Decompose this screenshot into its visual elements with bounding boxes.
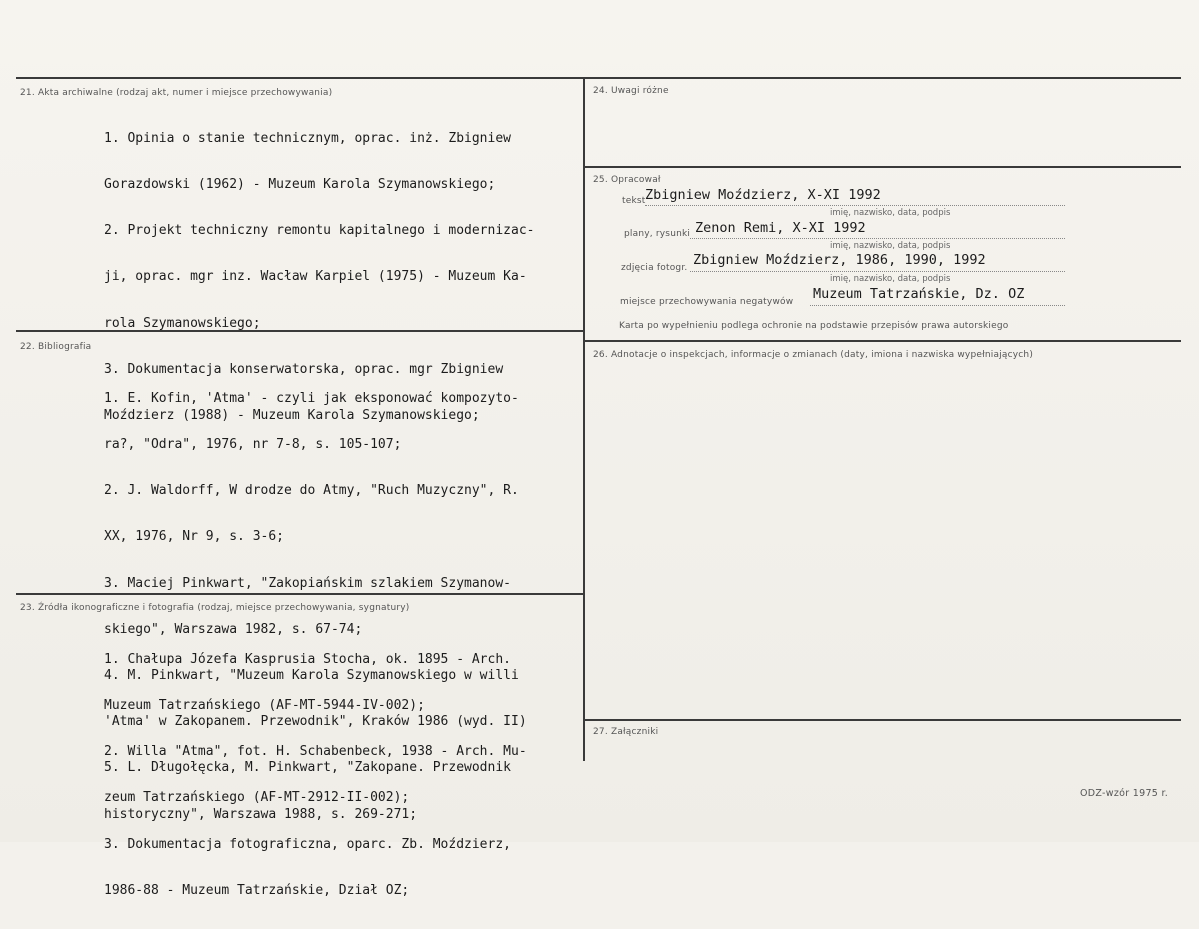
section-24-label: 24. Uwagi różne [593, 86, 669, 96]
plany-label: plany, rysunki [624, 229, 691, 239]
text-line: 4. M. Pinkwart, "Muzeum Karola Szymanowskiego w willi [104, 668, 519, 684]
text-line: 1. Chałupa Józefa Kasprusia Stocha, ok. 1895 - Arch. [104, 651, 511, 667]
plany-value: Zenon Remi, X-XI 1992 [695, 220, 866, 236]
section-22-label: 22. Bibliografia [20, 342, 92, 352]
text-line: 1. E. Kofin, 'Atma' - czyli jak eksponować kompozyto- [104, 390, 519, 406]
copyright-note: Karta po wypełnieniu podlega ochronie na podstawie przepisów prawa autorskiego [619, 321, 1009, 331]
zdjecia-fill-line [690, 271, 1065, 272]
text-line: 3. Maciej Pinkwart, "Zakopiańskim szlakiem Szymanow- [104, 575, 511, 591]
rule-25-26 [585, 340, 1181, 342]
tekst-fill-line [645, 205, 1065, 206]
rule-24-25 [585, 166, 1181, 168]
text-line: rola Szymanowskiego; [104, 315, 261, 331]
rule-26-27 [585, 719, 1181, 721]
text-line: 2. Willa "Atma", fot. H. Schabenbeck, 1938 - Arch. Mu- [104, 744, 527, 760]
text-line: XX, 1976, Nr 9, s. 3-6; [104, 529, 285, 545]
section-23-text [104, 621, 527, 929]
section-23-label: 23. Źródła ikonograficzne i fotografia (rodzaj, miejsce przechowywania, sygnatury) [20, 603, 410, 613]
plany-fill-line [690, 238, 1065, 239]
text-line: 1986-88 - Muzeum Tatrzańskie, Dział OZ; [104, 882, 410, 898]
zdjecia-label: zdjęcia fotogr. [621, 263, 688, 273]
text-line: 3. Dokumentacja fotograficzna, oparc. Zb. Moździerz, [104, 836, 511, 852]
center-divider [583, 77, 585, 761]
text-line: 2. J. Waldorff, W drodze do Atmy, "Ruch Muzyczny", R. [104, 483, 519, 499]
text-line: 'Atma' w Zakopanem. Przewodnik", Kraków 1986 (wyd. II) [104, 714, 527, 730]
plany-caption: imię, nazwisko, data, podpis [830, 241, 951, 251]
text-line: Muzeum Tatrzańskiego (AF-MT-5944-IV-002); [104, 698, 425, 714]
text-line: Gorazdowski (1962) - Muzeum Karola Szymanowskiego; [104, 177, 496, 193]
section-21-label: 21. Akta archiwalne (rodzaj akt, numer i miejsce przechowywania) [20, 88, 333, 98]
section-25-label: 25. Opracował [593, 175, 661, 185]
text-line: ra?, "Odra", 1976, nr 7-8, s. 105-107; [104, 437, 402, 453]
section-27-label: 27. Załączniki [593, 727, 659, 737]
tekst-label: tekst [622, 196, 646, 206]
miejsce-value: Muzeum Tatrzańskie, Dz. OZ [813, 286, 1025, 302]
miejsce-fill-line [810, 305, 1065, 306]
zdjecia-caption: imię, nazwisko, data, podpis [830, 274, 951, 284]
zdjecia-value: Zbigniew Moździerz, 1986, 1990, 1992 [693, 252, 986, 268]
tekst-caption: imię, nazwisko, data, podpis [830, 208, 951, 218]
top-rule [16, 77, 1181, 79]
text-line: Moździerz (1988) - Muzeum Karola Szymanowskiego; [104, 408, 480, 424]
text-line: 1. Opinia o stanie technicznym, oprac. inż. Zbigniew [104, 130, 511, 146]
text-line: 5. L. Długołęcka, M. Pinkwart, "Zakopane. Przewodnik [104, 760, 511, 776]
text-line: 3. Dokumentacja konserwatorska, oprac. mgr Zbigniew [104, 361, 504, 377]
miejsce-label: miejsce przechowywania negatywów [620, 297, 794, 307]
text-line: historyczny", Warszawa 1988, s. 269-271; [104, 806, 418, 822]
text-line: skiego", Warszawa 1982, s. 67-74; [104, 621, 363, 637]
tekst-value: Zbigniew Moździerz, X-XI 1992 [645, 187, 881, 203]
text-line: ji, oprac. mgr inz. Wacław Karpiel (1975) - Muzeum Ka- [104, 269, 527, 285]
section-26-label: 26. Adnotacje o inspekcjach, informacje o zmianach (daty, imiona i nazwiska wypełniających) [593, 350, 1034, 360]
text-line: zeum Tatrzańskiego (AF-MT-2912-II-002); [104, 790, 410, 806]
form-template-mark: ODZ-wzór 1975 r. [1080, 788, 1169, 799]
text-line: 2. Projekt techniczny remontu kapitalnego i modernizac- [104, 223, 535, 239]
